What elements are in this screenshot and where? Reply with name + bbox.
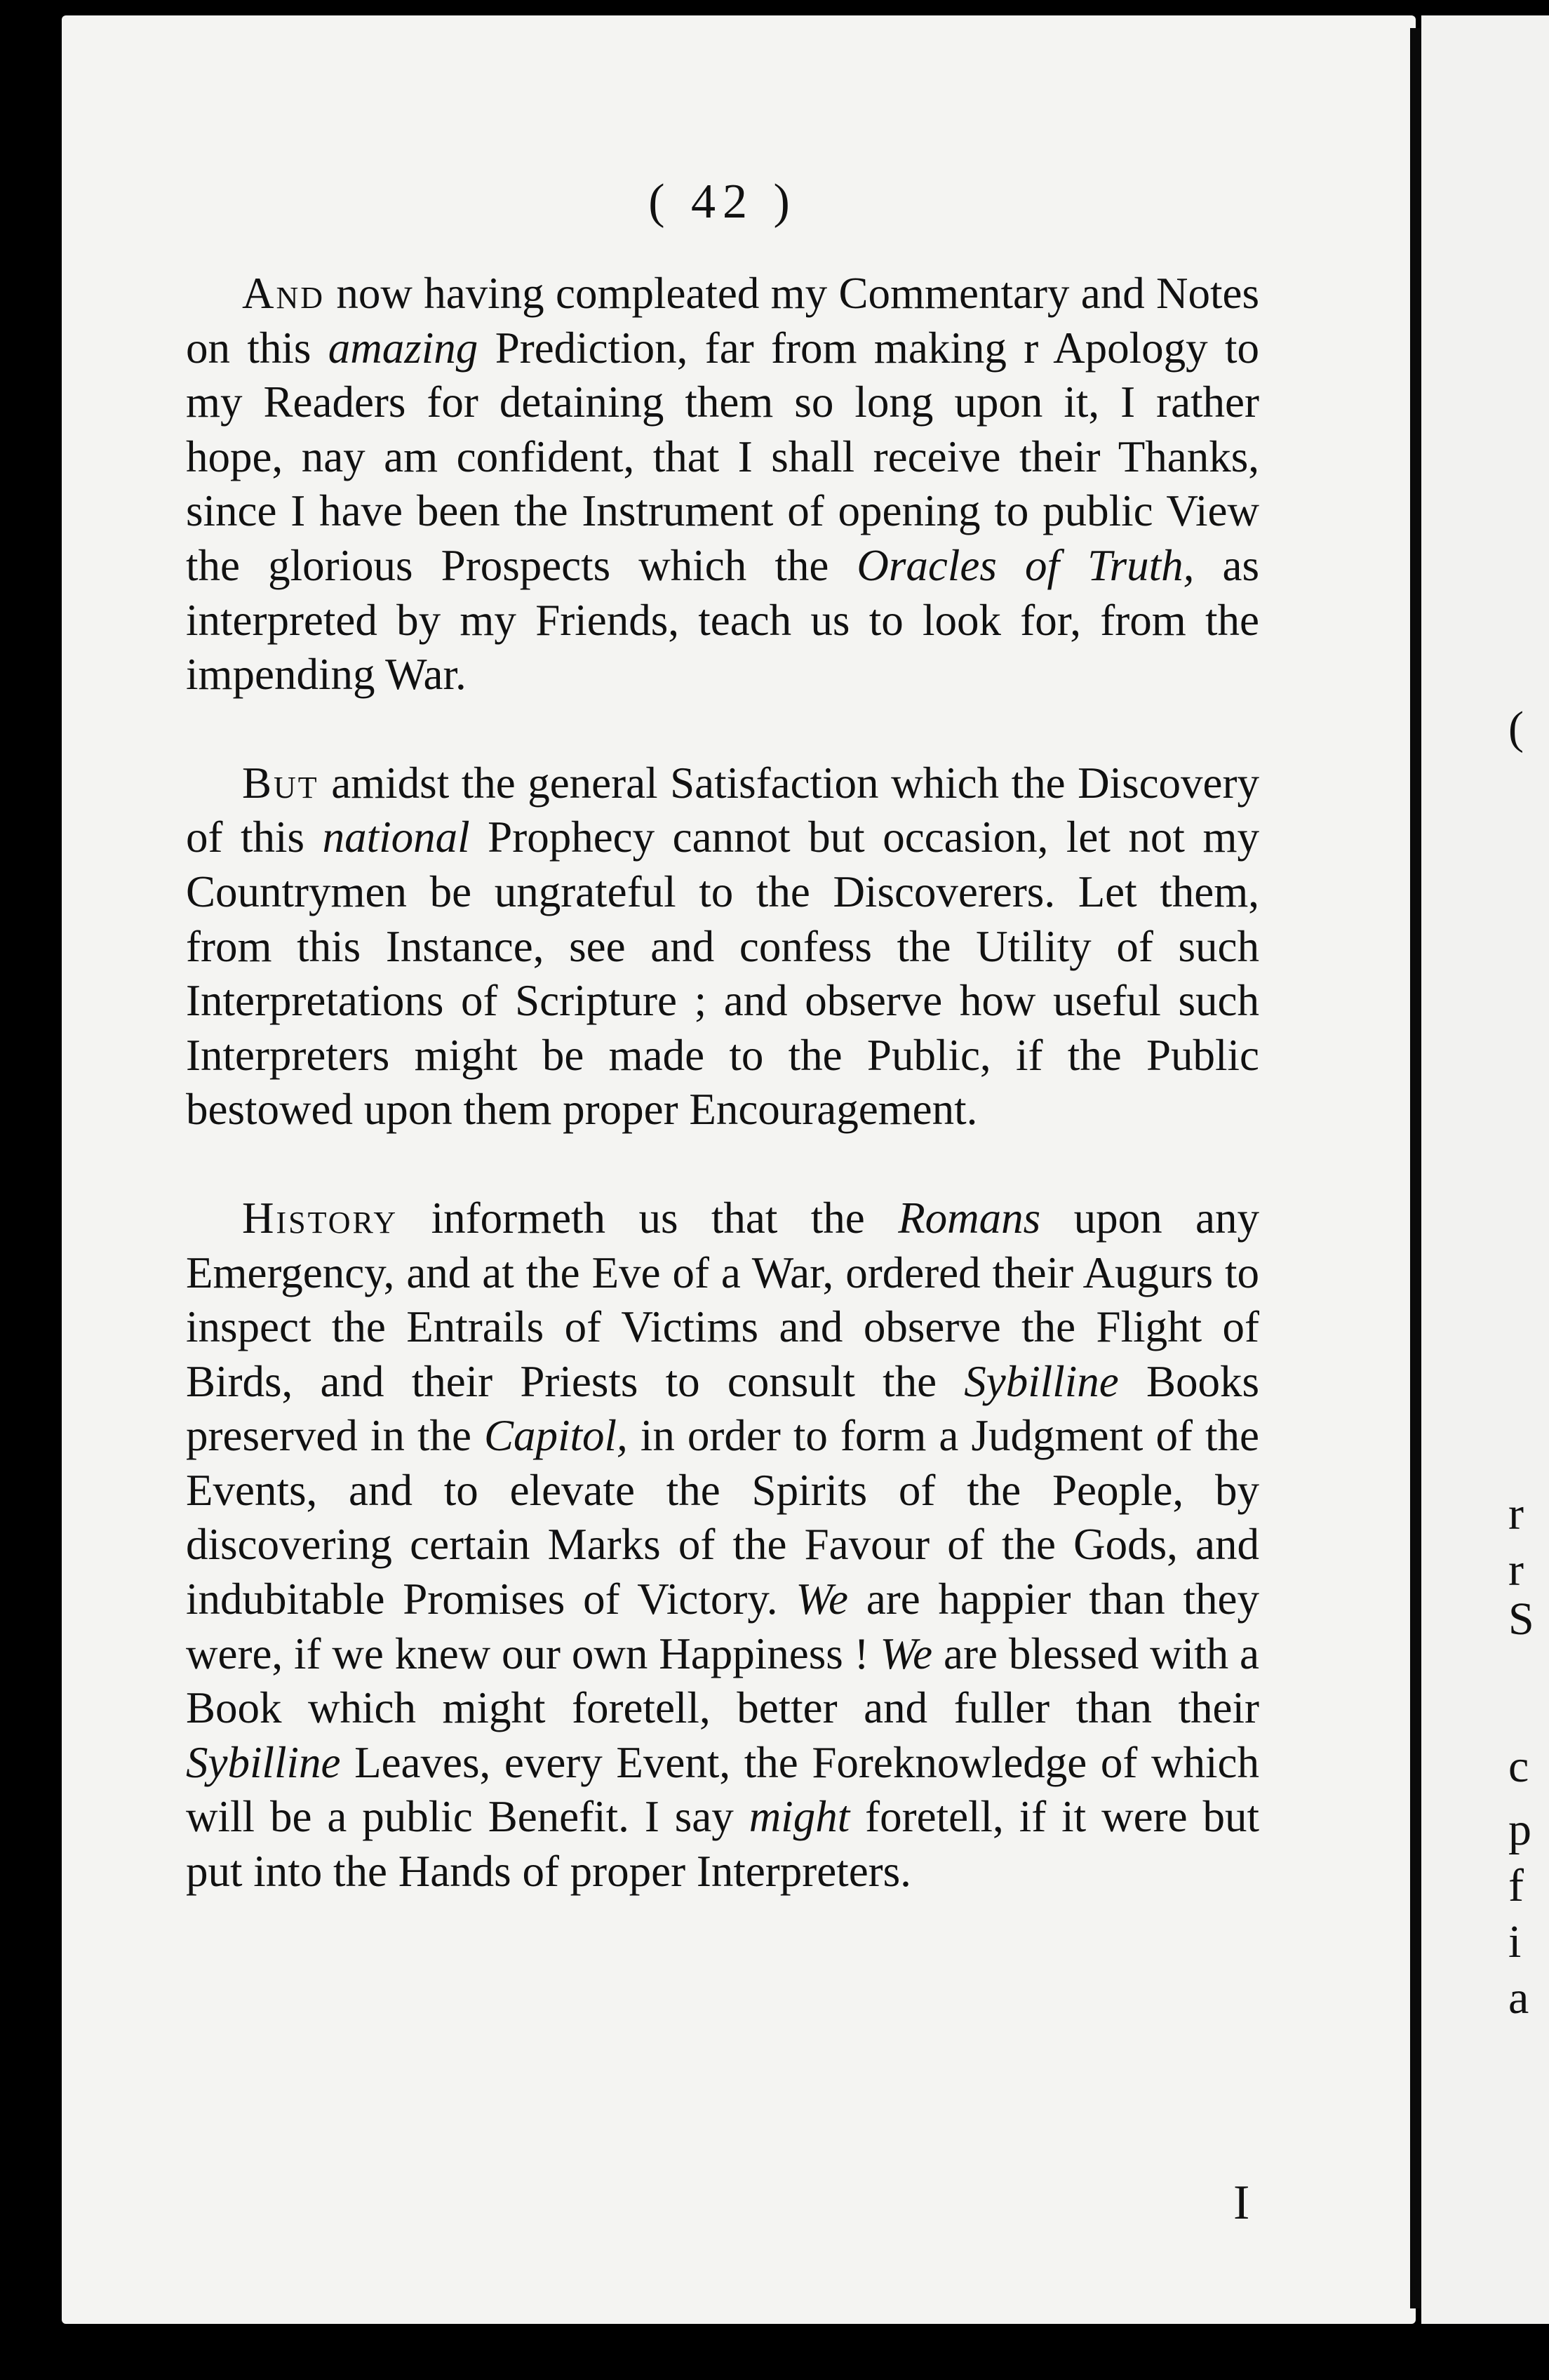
text-run: informeth us that the xyxy=(398,1193,899,1243)
text-run: upon any Emergency, and at the Eve of a War, ordered their Augurs to inspect the Entrails of Victims and observe the Flight of Birds, and their Priests to consult the xyxy=(186,1193,1259,1406)
paragraph xyxy=(186,267,1259,702)
text-run: Prophecy cannot but occasion, let not my Countrymen be ungrateful to the Discoverers. Let them, from this Instance, see and confess the Utility of such Interpretations of Scripture ; and observe how useful such Interpreters might be made to the Public, if the Public bestowed upon them proper Encouragement. xyxy=(186,813,1259,1135)
italic-text: Sybilline xyxy=(964,1356,1119,1406)
lead-word: History xyxy=(242,1193,398,1243)
text-run: as interpreted by my Friends, teach us to look for, from the impending War. xyxy=(186,540,1260,700)
facing-fragment: r xyxy=(1508,1544,1524,1596)
text-run: are happier than they were, if we knew our own Happiness ! xyxy=(186,1575,1260,1678)
text-run: Leaves, every Event, the Foreknowledge of which will be a public Benefit. I say xyxy=(186,1737,1259,1842)
italic-text: Capitol, xyxy=(484,1411,628,1461)
catchword: I xyxy=(1233,2176,1250,2230)
lead-word: And xyxy=(242,269,326,318)
lead-word: But xyxy=(242,758,319,808)
italic-text: national xyxy=(322,813,470,862)
italic-text: Sybilline xyxy=(186,1737,341,1787)
facing-fragment: S xyxy=(1508,1593,1534,1645)
italic-text: amazing xyxy=(328,323,478,373)
italic-text: might xyxy=(749,1792,850,1842)
facing-fragment: f xyxy=(1508,1860,1524,1911)
text-run: amidst the general Satisfaction which the Discovery of this xyxy=(186,758,1259,862)
text-run: now having compleated my Commentary and Notes on this xyxy=(186,269,1259,373)
italic-text: Oracles of Truth, xyxy=(857,540,1195,590)
body-text xyxy=(186,267,1259,1899)
text-run: are blessed with a Book which might foretell, better and fuller than their xyxy=(186,1629,1259,1733)
facing-fragment: p xyxy=(1508,1804,1531,1855)
paragraph xyxy=(186,756,1259,1137)
italic-text: We xyxy=(880,1629,933,1678)
text-run: Prediction, far from making r Apology to my Readers for detaining them so long upon it, I rather hope, nay am confident, that I shall receive their Thanks, since I have been the Instrument of opening to public View the glorious Prospects which the xyxy=(186,323,1259,590)
page-gutter xyxy=(1410,28,1421,2308)
italic-text: Romans xyxy=(898,1193,1041,1243)
facing-page-edge xyxy=(1421,15,1549,2324)
paragraph xyxy=(186,1191,1259,1899)
text-run: Books preserved in the xyxy=(186,1356,1259,1461)
text-run: in order to form a Judgment of the Events, and to elevate the Spirits of the People, by discovering certain Marks of the Favour of the Gods, and indubitable Promises of Victory. xyxy=(186,1411,1259,1624)
page-number: ( 42 ) xyxy=(648,175,797,229)
text-run: foretell, if it were but put into the Hands of proper Interpreters. xyxy=(186,1792,1259,1897)
facing-fragment: a xyxy=(1508,1972,1529,2024)
facing-fragment: c xyxy=(1508,1741,1529,1792)
italic-text: We xyxy=(796,1575,849,1624)
facing-fragment: i xyxy=(1508,1916,1522,1967)
facing-fragment: r xyxy=(1508,1488,1524,1539)
facing-fragment: ( xyxy=(1508,702,1524,754)
